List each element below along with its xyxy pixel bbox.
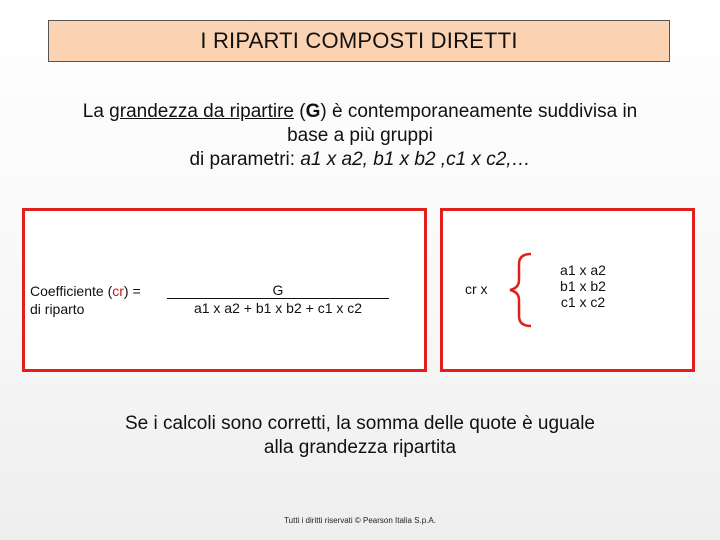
param-item: b1 x b2 [560, 278, 606, 294]
slide-title [48, 20, 670, 62]
intro-paragraph [20, 100, 700, 172]
slide-title-text: I RIPARTI COMPOSTI DIRETTI [200, 28, 518, 53]
intro-line-2: base a più gruppi [287, 125, 433, 146]
formula-numerator: G [167, 282, 389, 299]
param-expression: a1 x a2, b1 x b2 ,c1 x c2,… [300, 149, 531, 170]
multiplier-text: cr x [465, 281, 488, 297]
intro-line-3: di parametri: a1 x a2, b1 x b2 ,c1 x c2,… [189, 149, 531, 170]
param-list [548, 262, 618, 310]
intro-line-1: La grandezza da ripartire (G) è contemporaneamente suddivisa in [82, 101, 638, 122]
formula-denominator: a1 x a2 + b1 x b2 + c1 x c2 [193, 300, 363, 316]
cr-symbol: cr [112, 283, 124, 299]
outro-line-2: alla grandezza ripartita [263, 437, 457, 458]
outro-paragraph [60, 412, 660, 460]
symbol-g: G [305, 101, 321, 122]
param-item: a1 x a2 [560, 262, 606, 278]
coefficient-label: Coefficiente (cr) = di riparto [30, 283, 141, 317]
left-brace-icon [505, 252, 535, 328]
outro-line-1: Se i calcoli sono corretti, la somma delle quote è uguale [125, 413, 595, 434]
underlined-term: grandezza da ripartire [109, 101, 294, 122]
param-item: c1 x c2 [560, 294, 606, 310]
coefficient-label-line-2: di riparto [30, 301, 85, 317]
copyright-footer: Tutti i diritti riservati © Pearson Italia S.p.A. [284, 516, 436, 525]
